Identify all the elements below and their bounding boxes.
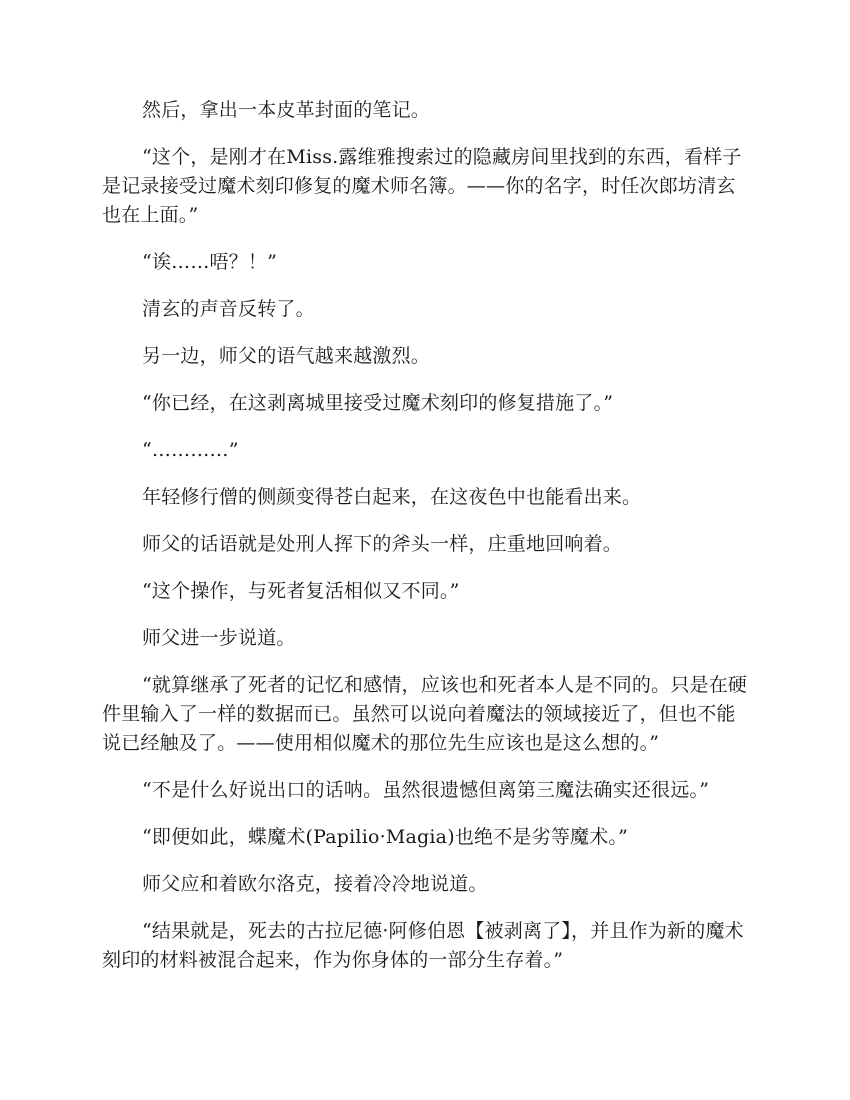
- paragraph: 清玄的声音反转了。: [142, 298, 315, 320]
- paragraph: “就算继承了死者的记忆和感情，应该也和死者本人是不同的。只是在硬件里输入了一样的数据而已。虽然可以说向着魔法的领域接近了，但也不能说已经触及了。——使用相似魔术的那位先生应该也是这么想的。”: [102, 674, 748, 754]
- document-page: [102, 96, 748, 993]
- paragraph: “即便如此，蝶魔术(Papilio·Magia)也绝不是劣等魔术。”: [142, 826, 629, 848]
- paragraph: 师父进一步说道。: [142, 627, 296, 649]
- paragraph: 另一边，师父的语气越来越激烈。: [142, 345, 431, 367]
- paragraph: “诶……唔？！”: [142, 251, 278, 273]
- paragraph: “结果就是，死去的古拉尼德·阿修伯恩【被剥离了】，并且作为新的魔术刻印的材料被混合起来，作为你身体的一部分生存着。”: [102, 920, 744, 971]
- paragraph: “不是什么好说出口的话呐。虽然很遗憾但离第三魔法确实还很远。”: [142, 779, 710, 801]
- paragraph: “你已经，在这剥离城里接受过魔术刻印的修复措施了。”: [142, 392, 614, 414]
- paragraph: “…………”: [142, 439, 239, 461]
- paragraph: 师父应和着欧尔洛克，接着冷冷地说道。: [142, 873, 488, 895]
- paragraph: 然后，拿出一本皮革封面的笔记。: [142, 99, 431, 121]
- paragraph: “这个操作，与死者复活相似又不同。”: [142, 580, 460, 602]
- paragraph: 年轻修行僧的侧颜变得苍白起来，在这夜色中也能看出来。: [142, 486, 642, 508]
- paragraph: 师父的话语就是处刑人挥下的斧头一样，庄重地回响着。: [142, 533, 623, 555]
- paragraph: “这个，是刚才在Miss.露维雅搜索过的隐藏房间里找到的东西，看样子是记录接受过魔术刻印修复的魔术师名簿。——你的名字，时任次郎坊清玄也在上面。”: [102, 146, 742, 226]
